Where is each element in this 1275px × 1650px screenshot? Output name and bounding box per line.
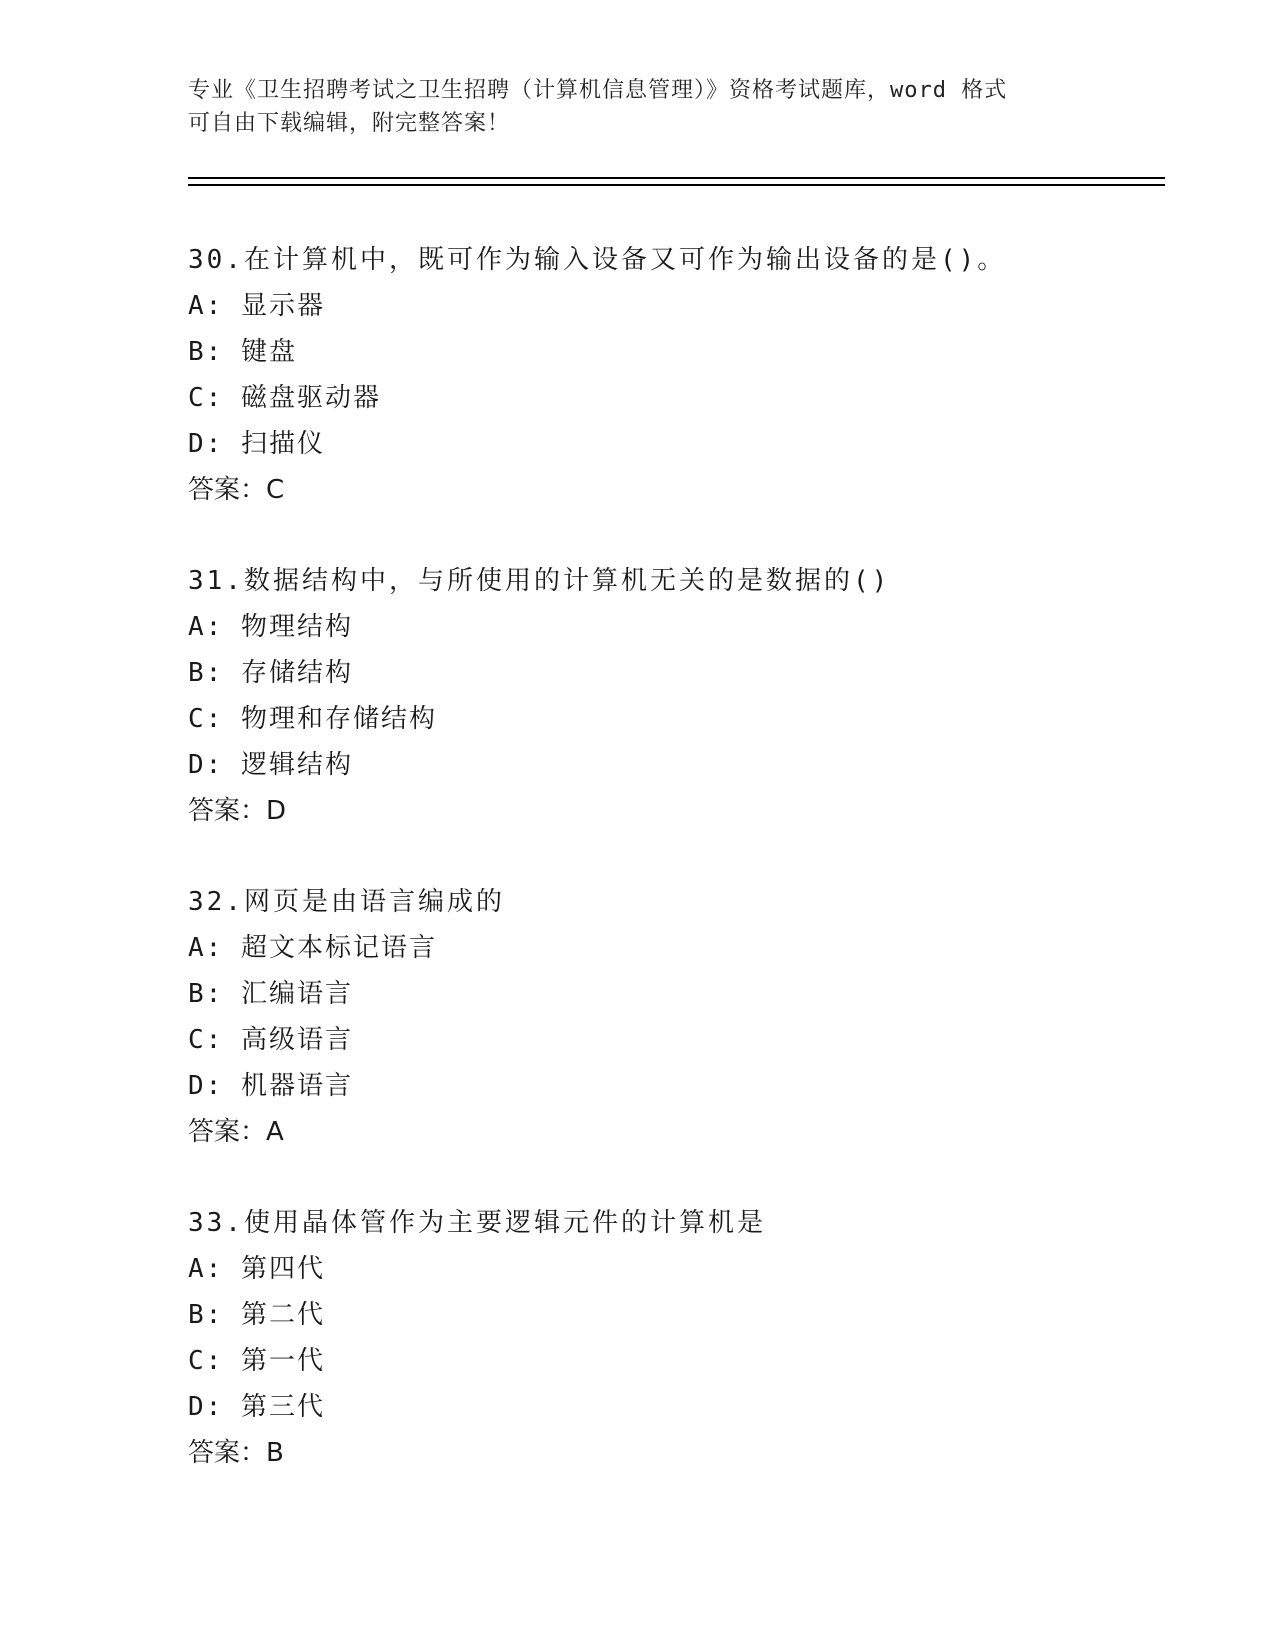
option-c: C: 物理和存储结构 [188,704,437,734]
question-33 [188,1200,1168,1476]
question-31 [188,558,1168,834]
option-d: D: 第三代 [188,1392,325,1422]
option-d: D: 扫描仪 [188,429,325,459]
header-line-2: 可自由下载编辑，附完整答案！ [188,111,511,136]
question-stem: 31.数据结构中，与所使用的计算机无关的是数据的() [188,566,891,596]
header-divider-top [188,177,1165,179]
answer-line: 答案：A [188,1117,284,1147]
option-a: A: 超文本标记语言 [188,933,437,963]
header-divider-bottom [188,184,1165,186]
option-c: C: 高级语言 [188,1025,353,1055]
option-d: D: 逻辑结构 [188,750,353,780]
question-stem: 33.使用晶体管作为主要逻辑元件的计算机是 [188,1208,766,1238]
answer-line: 答案：B [188,1438,284,1468]
option-d: D: 机器语言 [188,1071,353,1101]
question-30 [188,237,1168,513]
option-a: A: 第四代 [188,1254,325,1284]
question-stem: 30.在计算机中，既可作为输入设备又可作为输出设备的是()。 [188,245,1007,275]
document-header [188,74,1088,140]
answer-line: 答案：D [188,796,287,826]
option-b: B: 键盘 [188,337,297,367]
answer-line: 答案：C [188,475,285,505]
option-a: A: 物理结构 [188,612,353,642]
option-a: A: 显示器 [188,291,325,321]
option-b: B: 第二代 [188,1300,325,1330]
header-line-1: 专业《卫生招聘考试之卫生招聘（计算机信息管理）》资格考试题库，word 格式 [188,78,1008,103]
option-c: C: 第一代 [188,1346,325,1376]
option-b: B: 汇编语言 [188,979,353,1009]
question-32 [188,879,1168,1155]
question-stem: 32.网页是由语言编成的 [188,887,505,917]
option-b: B: 存储结构 [188,658,353,688]
option-c: C: 磁盘驱动器 [188,383,381,413]
